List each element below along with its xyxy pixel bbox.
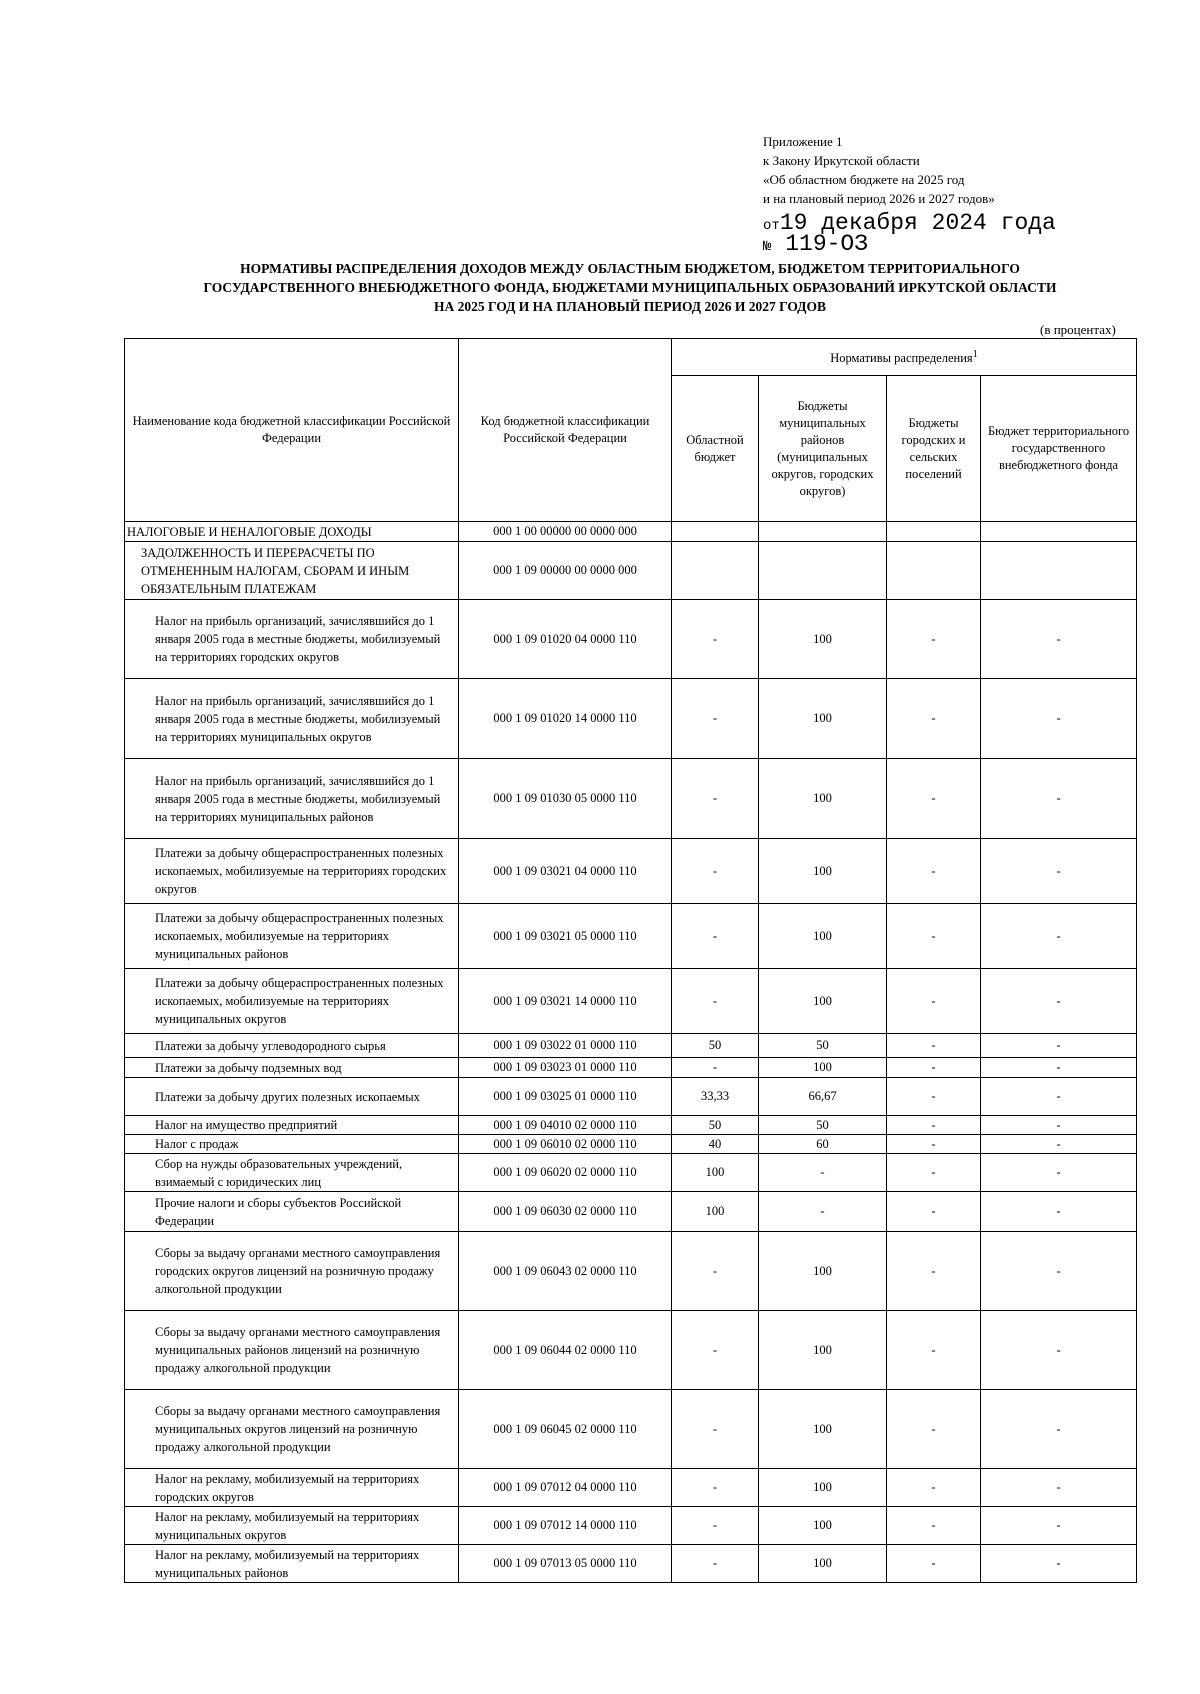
cell-name: Платежи за добычу общераспространенных полезных ископаемых, мобилизуемые на территориях муниципальных районов xyxy=(125,904,459,969)
stamp-date: 19 декабря 2024 года xyxy=(779,210,1056,236)
table-row xyxy=(125,1154,1137,1192)
cell-municipal: 60 xyxy=(759,1135,887,1154)
cell-settlements: - xyxy=(887,1034,981,1058)
table-row xyxy=(125,1545,1137,1583)
cell-regional: - xyxy=(672,1058,759,1078)
table-row xyxy=(125,1232,1137,1311)
cell-fund: - xyxy=(981,600,1137,679)
table-row xyxy=(125,600,1137,679)
cell-municipal: 50 xyxy=(759,1116,887,1135)
cell-name: Платежи за добычу общераспространенных полезных ископаемых, мобилизуемые на территориях муниципальных округов xyxy=(125,969,459,1034)
cell-fund: - xyxy=(981,1192,1137,1232)
cell-municipal xyxy=(759,522,887,542)
cell-settlements xyxy=(887,542,981,600)
cell-fund: - xyxy=(981,759,1137,839)
appendix-block xyxy=(763,132,995,208)
cell-regional: 100 xyxy=(672,1154,759,1192)
cell-fund: - xyxy=(981,1154,1137,1192)
cell-name: Сбор на нужды образовательных учреждений, взимаемый с юридических лиц xyxy=(125,1154,459,1192)
appendix-line: и на плановый период 2026 и 2027 годов» xyxy=(763,191,995,206)
cell-settlements: - xyxy=(887,1507,981,1545)
cell-code: 000 1 09 07012 04 0000 110 xyxy=(459,1469,672,1507)
table-row xyxy=(125,522,1137,542)
cell-code: 000 1 09 03023 01 0000 110 xyxy=(459,1058,672,1078)
cell-municipal: 100 xyxy=(759,1058,887,1078)
cell-fund: - xyxy=(981,1116,1137,1135)
cell-regional: - xyxy=(672,1390,759,1469)
cell-name: Налог на рекламу, мобилизуемый на территориях городских округов xyxy=(125,1469,459,1507)
cell-settlements: - xyxy=(887,1232,981,1311)
cell-municipal: 100 xyxy=(759,969,887,1034)
cell-name: Налог на рекламу, мобилизуемый на территориях муниципальных районов xyxy=(125,1545,459,1583)
table-row xyxy=(125,759,1137,839)
cell-settlements: - xyxy=(887,1135,981,1154)
cell-municipal: 100 xyxy=(759,679,887,759)
cell-settlements xyxy=(887,522,981,542)
cell-municipal: 100 xyxy=(759,839,887,904)
title-line: НА 2025 ГОД И НА ПЛАНОВЫЙ ПЕРИОД 2026 И 2027 ГОДОВ xyxy=(434,299,826,314)
cell-settlements: - xyxy=(887,1469,981,1507)
cell-settlements: - xyxy=(887,1311,981,1390)
cell-code: 000 1 09 01020 14 0000 110 xyxy=(459,679,672,759)
cell-municipal: 100 xyxy=(759,904,887,969)
cell-settlements: - xyxy=(887,904,981,969)
cell-fund: - xyxy=(981,1390,1137,1469)
cell-municipal xyxy=(759,542,887,600)
appendix-line: к Закону Иркутской области xyxy=(763,153,920,168)
appendix-line: «Об областном бюджете на 2025 год xyxy=(763,172,965,187)
stamp-prefix-from: от xyxy=(763,218,780,234)
cell-settlements: - xyxy=(887,600,981,679)
cell-code: 000 1 09 06030 02 0000 110 xyxy=(459,1192,672,1232)
cell-code: 000 1 09 06045 02 0000 110 xyxy=(459,1390,672,1469)
cell-regional: - xyxy=(672,759,759,839)
cell-settlements: - xyxy=(887,1192,981,1232)
cell-code: 000 1 09 04010 02 0000 110 xyxy=(459,1116,672,1135)
cell-municipal: 100 xyxy=(759,1507,887,1545)
cell-regional: - xyxy=(672,1545,759,1583)
cell-fund: - xyxy=(981,969,1137,1034)
cell-fund: - xyxy=(981,839,1137,904)
cell-fund: - xyxy=(981,1058,1137,1078)
table-row xyxy=(125,1390,1137,1469)
cell-regional xyxy=(672,522,759,542)
cell-regional: 40 xyxy=(672,1135,759,1154)
header-settlements: Бюджеты городских и сельских поселений xyxy=(887,376,981,522)
table-row xyxy=(125,1034,1137,1058)
cell-code: 000 1 09 06010 02 0000 110 xyxy=(459,1135,672,1154)
cell-code: 000 1 00 00000 00 0000 000 xyxy=(459,522,672,542)
table-row xyxy=(125,1311,1137,1390)
table-row xyxy=(125,542,1137,600)
cell-fund: - xyxy=(981,904,1137,969)
cell-municipal: 100 xyxy=(759,1390,887,1469)
table-row xyxy=(125,1469,1137,1507)
cell-settlements: - xyxy=(887,1116,981,1135)
header-name: Наименование кода бюджетной классификации Российской Федерации xyxy=(125,339,459,522)
cell-settlements: - xyxy=(887,969,981,1034)
cell-regional: 100 xyxy=(672,1192,759,1232)
distribution-table xyxy=(124,338,1137,1583)
table-row xyxy=(125,904,1137,969)
cell-fund: - xyxy=(981,1034,1137,1058)
stamp-number: 119-ОЗ xyxy=(785,231,869,257)
document-title xyxy=(100,259,1160,316)
cell-code: 000 1 09 01020 04 0000 110 xyxy=(459,600,672,679)
cell-fund: - xyxy=(981,1545,1137,1583)
cell-code: 000 1 09 01030 05 0000 110 xyxy=(459,759,672,839)
units-note: (в процентах) xyxy=(1040,322,1116,337)
cell-name: Прочие налоги и сборы субъектов Российской Федерации xyxy=(125,1192,459,1232)
cell-settlements: - xyxy=(887,1078,981,1116)
header-group xyxy=(672,339,1137,376)
cell-settlements: - xyxy=(887,759,981,839)
table-row xyxy=(125,1192,1137,1232)
cell-fund xyxy=(981,522,1137,542)
stamp-prefix-number: № xyxy=(763,239,772,255)
cell-regional: - xyxy=(672,1311,759,1390)
table-row xyxy=(125,839,1137,904)
cell-regional: - xyxy=(672,600,759,679)
cell-regional: - xyxy=(672,1507,759,1545)
cell-code: 000 1 09 07013 05 0000 110 xyxy=(459,1545,672,1583)
cell-municipal: 100 xyxy=(759,1545,887,1583)
cell-code: 000 1 09 03022 01 0000 110 xyxy=(459,1034,672,1058)
table-row xyxy=(125,1058,1137,1078)
cell-code: 000 1 09 07012 14 0000 110 xyxy=(459,1507,672,1545)
cell-name: Сборы за выдачу органами местного самоуправления городских округов лицензий на розничную продажу алкогольной продукции xyxy=(125,1232,459,1311)
header-municipal: Бюджеты муниципальных районов (муниципальных округов, городских округов) xyxy=(759,376,887,522)
table-row xyxy=(125,1116,1137,1135)
cell-code: 000 1 09 00000 00 0000 000 xyxy=(459,542,672,600)
cell-settlements: - xyxy=(887,839,981,904)
cell-settlements: - xyxy=(887,679,981,759)
cell-code: 000 1 09 03021 14 0000 110 xyxy=(459,969,672,1034)
cell-name: Налог на прибыль организаций, зачислявшийся до 1 января 2005 года в местные бюджеты, мобилизуемый на территориях муниципальных районов xyxy=(125,759,459,839)
cell-fund: - xyxy=(981,1078,1137,1116)
cell-regional: - xyxy=(672,1469,759,1507)
title-line: ГОСУДАРСТВЕННОГО ВНЕБЮДЖЕТНОГО ФОНДА, БЮДЖЕТАМИ МУНИЦИПАЛЬНЫХ ОБРАЗОВАНИЙ ИРКУТСКОЙ ОБЛАСТИ xyxy=(203,280,1057,295)
cell-code: 000 1 09 06044 02 0000 110 xyxy=(459,1311,672,1390)
cell-name: Сборы за выдачу органами местного самоуправления муниципальных округов лицензий на розничную продажу алкогольной продукции xyxy=(125,1390,459,1469)
cell-regional: - xyxy=(672,1232,759,1311)
cell-municipal: - xyxy=(759,1192,887,1232)
cell-settlements: - xyxy=(887,1154,981,1192)
cell-name: Налог с продаж xyxy=(125,1135,459,1154)
table-row xyxy=(125,969,1137,1034)
cell-name: НАЛОГОВЫЕ И НЕНАЛОГОВЫЕ ДОХОДЫ xyxy=(125,522,459,542)
cell-name: Платежи за добычу подземных вод xyxy=(125,1058,459,1078)
cell-municipal: 100 xyxy=(759,600,887,679)
cell-municipal: - xyxy=(759,1154,887,1192)
footnote-mark: 1 xyxy=(972,349,978,361)
cell-regional: - xyxy=(672,969,759,1034)
cell-name: Платежи за добычу общераспространенных полезных ископаемых, мобилизуемые на территориях городских округов xyxy=(125,839,459,904)
cell-fund: - xyxy=(981,679,1137,759)
cell-municipal: 100 xyxy=(759,1232,887,1311)
cell-municipal: 100 xyxy=(759,1311,887,1390)
cell-regional xyxy=(672,542,759,600)
cell-regional: - xyxy=(672,839,759,904)
cell-fund: - xyxy=(981,1469,1137,1507)
table-row xyxy=(125,1135,1137,1154)
header-fund: Бюджет территориального государственного внебюджетного фонда xyxy=(981,376,1137,522)
cell-regional: - xyxy=(672,679,759,759)
cell-name: Налог на рекламу, мобилизуемый на территориях муниципальных округов xyxy=(125,1507,459,1545)
cell-settlements: - xyxy=(887,1058,981,1078)
cell-name: ЗАДОЛЖЕННОСТЬ И ПЕРЕРАСЧЕТЫ ПО ОТМЕНЕННЫМ НАЛОГАМ, СБОРАМ И ИНЫМ ОБЯЗАТЕЛЬНЫМ ПЛАТЕЖАМ xyxy=(125,542,459,600)
cell-fund: - xyxy=(981,1507,1137,1545)
cell-name: Налог на прибыль организаций, зачислявшийся до 1 января 2005 года в местные бюджеты, мобилизуемый на территориях муниципальных округов xyxy=(125,679,459,759)
cell-name: Платежи за добычу углеводородного сырья xyxy=(125,1034,459,1058)
cell-municipal: 66,67 xyxy=(759,1078,887,1116)
title-line: НОРМАТИВЫ РАСПРЕДЕЛЕНИЯ ДОХОДОВ МЕЖДУ ОБЛАСТНЫМ БЮДЖЕТОМ, БЮДЖЕТОМ ТЕРРИТОРИАЛЬНОГО xyxy=(240,261,1020,276)
cell-regional: - xyxy=(672,904,759,969)
cell-settlements: - xyxy=(887,1545,981,1583)
cell-municipal: 50 xyxy=(759,1034,887,1058)
table-row xyxy=(125,679,1137,759)
cell-code: 000 1 09 06043 02 0000 110 xyxy=(459,1232,672,1311)
header-group-label: Нормативы распределения xyxy=(830,351,973,366)
cell-regional: 50 xyxy=(672,1116,759,1135)
law-stamp xyxy=(763,210,1056,257)
header-regional: Областной бюджет xyxy=(672,376,759,522)
header-code: Код бюджетной классификации Российской Федерации xyxy=(459,339,672,522)
cell-name: Платежи за добычу других полезных ископаемых xyxy=(125,1078,459,1116)
cell-code: 000 1 09 06020 02 0000 110 xyxy=(459,1154,672,1192)
cell-name: Налог на прибыль организаций, зачислявшийся до 1 января 2005 года в местные бюджеты, мобилизуемый на территориях городских округов xyxy=(125,600,459,679)
cell-municipal: 100 xyxy=(759,1469,887,1507)
cell-code: 000 1 09 03021 04 0000 110 xyxy=(459,839,672,904)
cell-fund xyxy=(981,542,1137,600)
cell-fund: - xyxy=(981,1232,1137,1311)
appendix-line: Приложение 1 xyxy=(763,134,843,149)
table-row xyxy=(125,1078,1137,1116)
cell-name: Сборы за выдачу органами местного самоуправления муниципальных районов лицензий на розничную продажу алкогольной продукции xyxy=(125,1311,459,1390)
table-row xyxy=(125,1507,1137,1545)
cell-fund: - xyxy=(981,1135,1137,1154)
cell-fund: - xyxy=(981,1311,1137,1390)
cell-regional: 50 xyxy=(672,1034,759,1058)
cell-name: Налог на имущество предприятий xyxy=(125,1116,459,1135)
cell-code: 000 1 09 03025 01 0000 110 xyxy=(459,1078,672,1116)
cell-municipal: 100 xyxy=(759,759,887,839)
cell-code: 000 1 09 03021 05 0000 110 xyxy=(459,904,672,969)
cell-settlements: - xyxy=(887,1390,981,1469)
cell-regional: 33,33 xyxy=(672,1078,759,1116)
